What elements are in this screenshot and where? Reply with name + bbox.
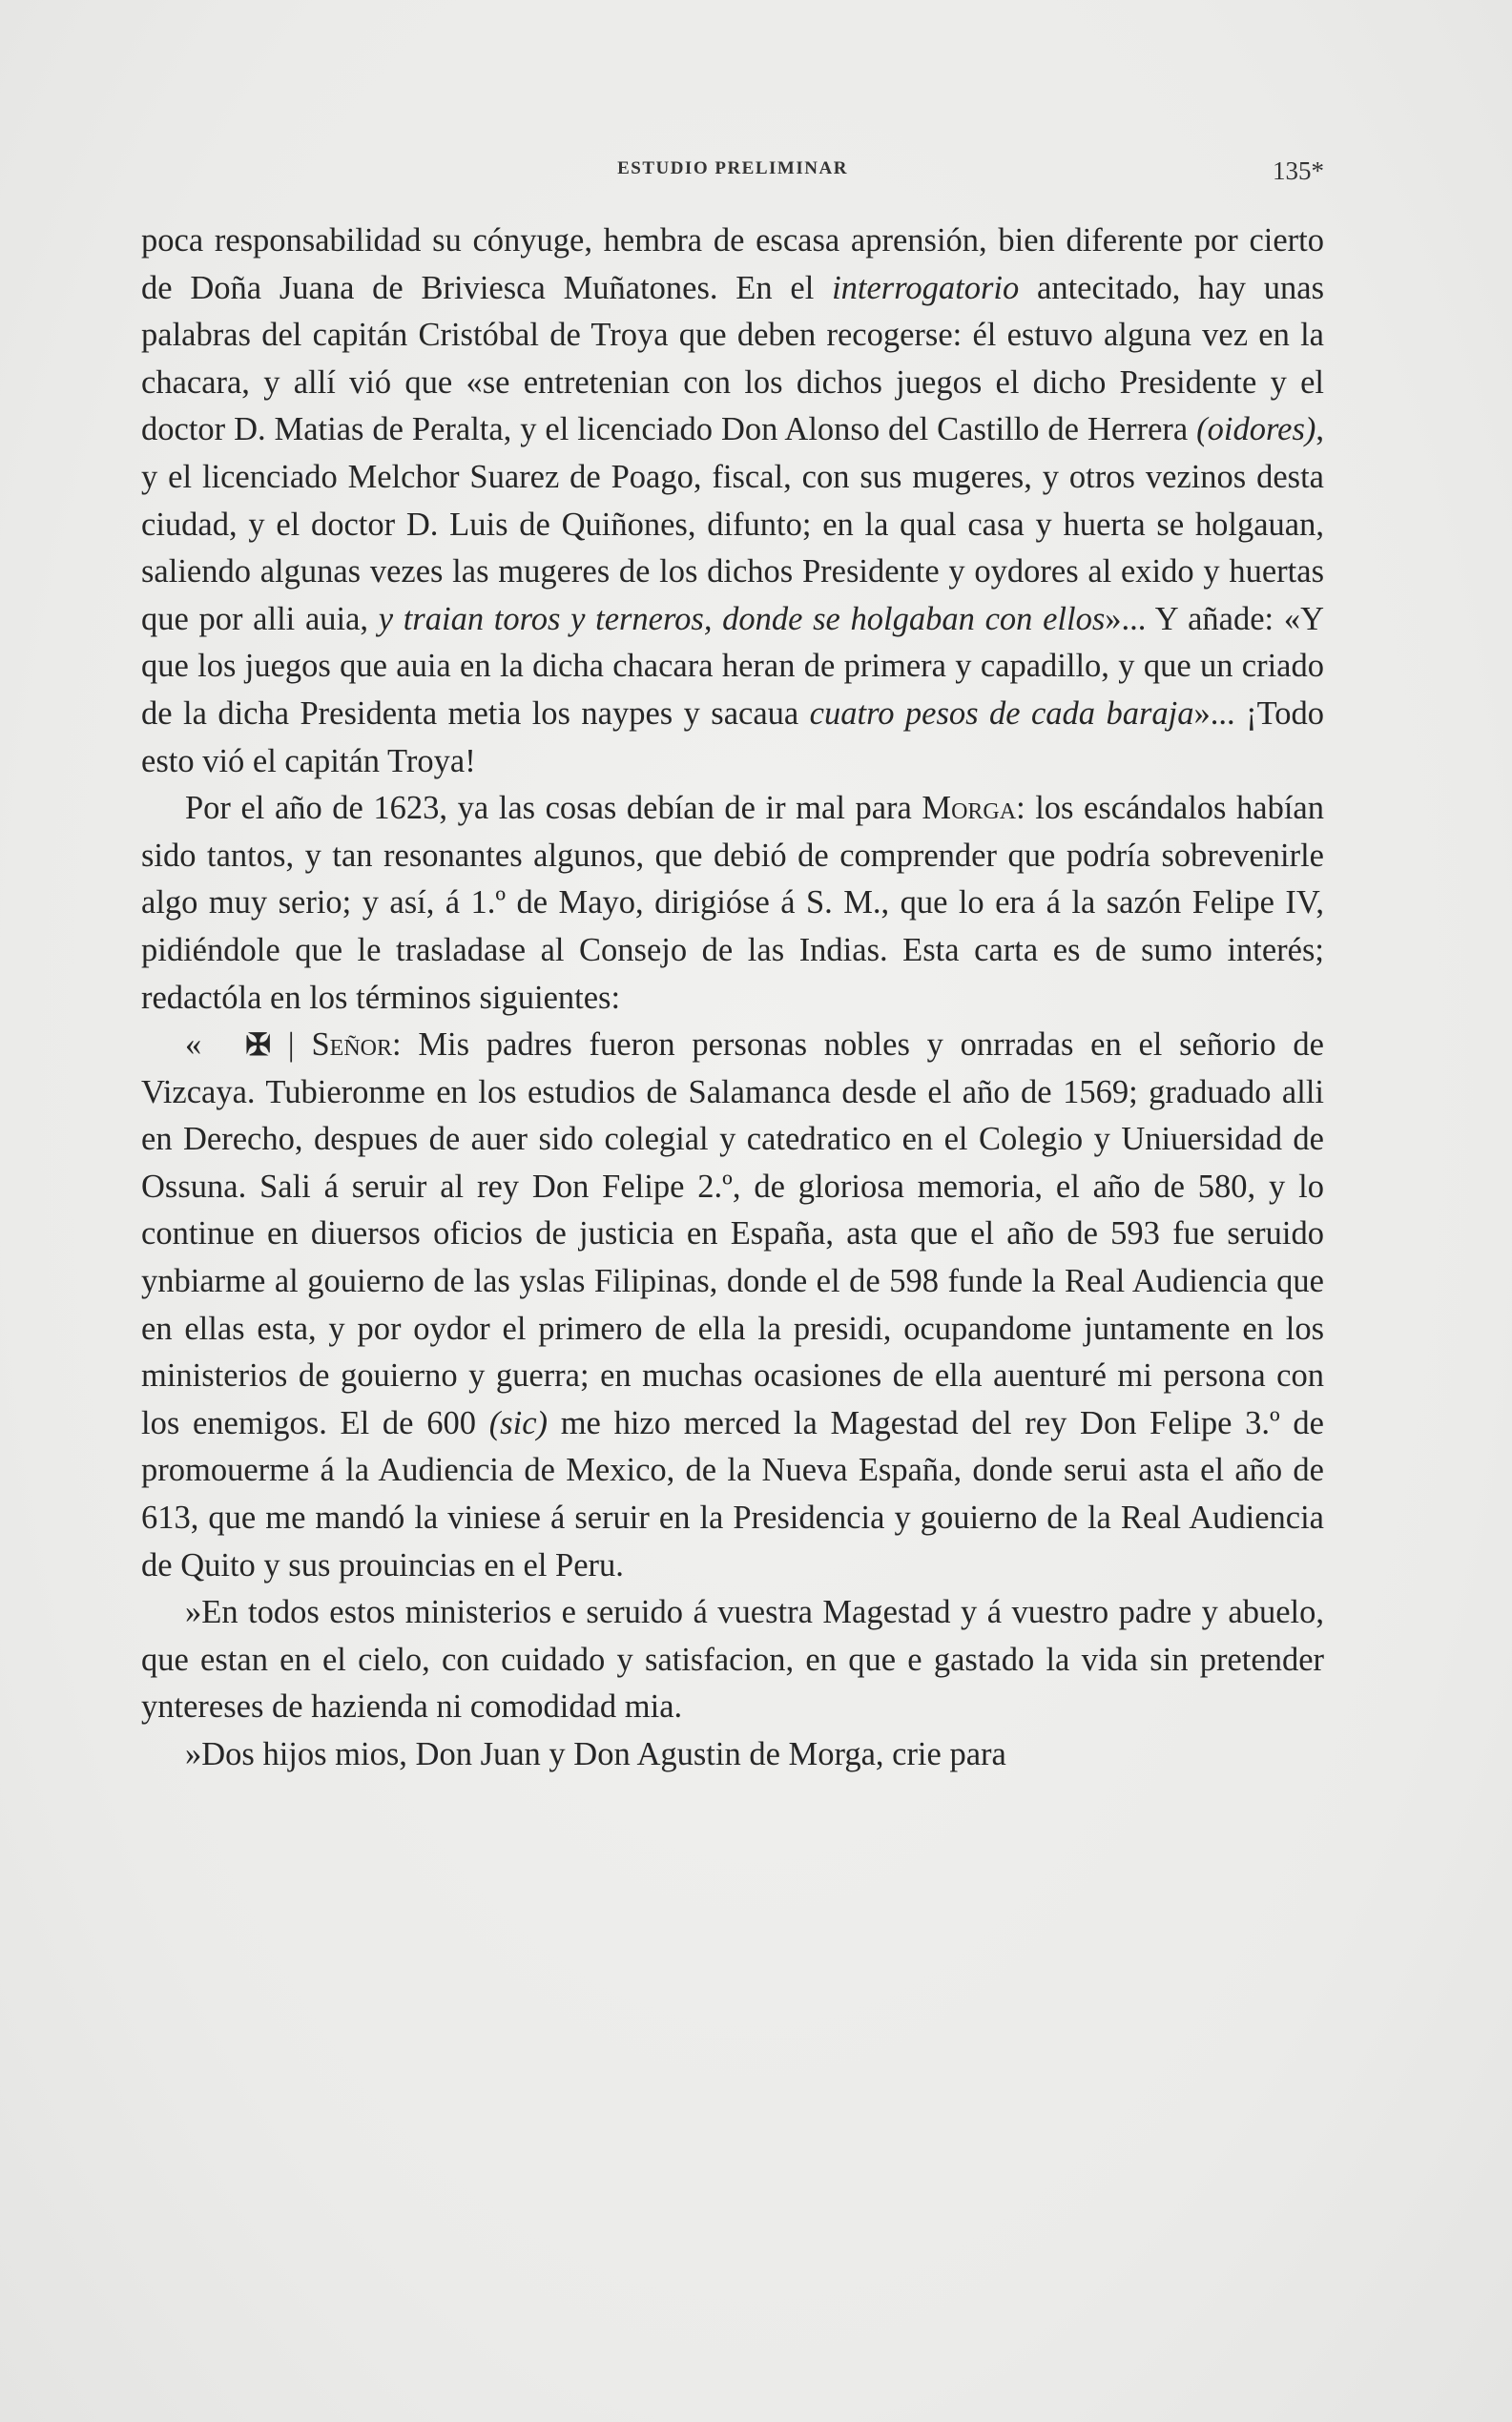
paragraph-3	[141, 1022, 1324, 1589]
text-run: »En todos estos ministerios e seruido á vuestra Magestad y á vuestro padre y abuelo, que estan en el cielo, con cuidado y satisfacion, en que e gastado la vida sin pretender yntereses de hazienda ni comodidad mia.	[141, 1594, 1324, 1726]
separator-bar: |	[271, 1026, 312, 1064]
cross-icon: ✠	[245, 1027, 272, 1063]
text-run: me hizo merced la Magestad del rey Don Felipe 3.º de promouerme á la Audiencia de Mexico, de la Nueva España, donde serui asta el año de 613, que me mandó la viniese á seruir en la Presidencia y gouierno de la Real Audiencia de Quito y sus prouincias en el Peru.	[141, 1404, 1324, 1584]
body-text	[141, 217, 1324, 1779]
italic-run: (sic)	[488, 1404, 548, 1441]
open-quote: «	[185, 1026, 202, 1064]
italic-run: y traian toros y terneros, donde se holgaban con ellos	[378, 600, 1106, 637]
italic-run: (oidores)	[1196, 411, 1316, 448]
text-run: »... Y añade: «Y que los juegos que auia en la dicha chacara heran de primera y capadillo, y que un criado de la dicha Presidenta metia los naypes y sacaua	[141, 600, 1324, 732]
text-run: , y el licenciado Melchor Suarez de Poago, fiscal, con sus mugeres, y otros vezinos desta ciudad, y el doctor D. Luis de Quiñones, difunto; en la qual casa y huerta se holgauan, saliendo algunas vezes las mugeres de los dichos Presidente y oydores al exido y huertas que por alli auia,	[141, 411, 1324, 637]
paragraph-1	[141, 217, 1324, 785]
text-run: : los escándalos habían sido tantos, y tan resonantes algunos, que debió de comprender que podría sobrevenirle algo muy serio; y así, á 1.º de Mayo, dirigióse á S. M., que lo era á la sazón Felipe IV, pidiéndole que le trasladase al Consejo de las Indias. Esta carta es de sumo interés; redactóla en los términos siguientes:	[141, 790, 1324, 1016]
text-run: poca responsabilidad su cónyuge, hembra de escasa aprensión, bien diferente por cierto de Doña Juana de Briviesca Muñatones. En el	[141, 222, 1324, 306]
text-run: : Mis padres fueron personas nobles y onrradas en el señorio de Vizcaya. Tubieronme en los estudios de Salamanca desde el año de 1569; graduado alli en Derecho, despues de auer sido colegial y catedratico en el Colegio y Uniuersidad de Ossuna. Sali á seruir al rey Don Felipe 2.º, de gloriosa memoria, el año de 580, y lo continue en diuersos oficios de justicia en España, asta que el año de 593 fue seruido ynbiarme al gouierno de las yslas Filipinas, donde el de 598 funde la Real Audiencia que en ellas esta, y por oydor el primero de ella la presidi, ocupandome juntamente en los ministerios de gouierno y guerra; en muchas ocasiones de ella auenturé mi persona con los enemigos. El de 600	[141, 1026, 1324, 1441]
paragraph-4	[141, 1589, 1324, 1731]
text-run: antecitado, hay unas palabras del capitán Cristóbal de Troya que deben recogerse: él estuvo alguna vez en la chacara, y allí vió que «se entretenian con los dichos juegos el dicho Presidente y el doctor D. Matias de Peralta, y el licenciado Don Alonso del Castillo de Herrera	[141, 269, 1324, 448]
small-caps-run: Señor	[311, 1026, 392, 1064]
running-head: ESTUDIO PRELIMINAR	[617, 158, 848, 178]
small-caps-run: Morga	[922, 790, 1017, 827]
text-run: »... ¡Todo esto vió el capitán Troya!	[141, 694, 1324, 779]
italic-run: interrogatorio	[832, 269, 1020, 306]
italic-run: cuatro pesos de cada baraja	[809, 694, 1194, 732]
paragraph-5	[141, 1731, 1324, 1779]
text-run: Por el año de 1623, ya las cosas debían de ir mal para	[185, 790, 922, 827]
text-run: »Dos hijos mios, Don Juan y Don Agustin de Morga, crie para	[185, 1736, 1006, 1772]
page-number: 135*	[1273, 156, 1324, 185]
page-header	[141, 153, 1324, 191]
paragraph-2	[141, 785, 1324, 1022]
